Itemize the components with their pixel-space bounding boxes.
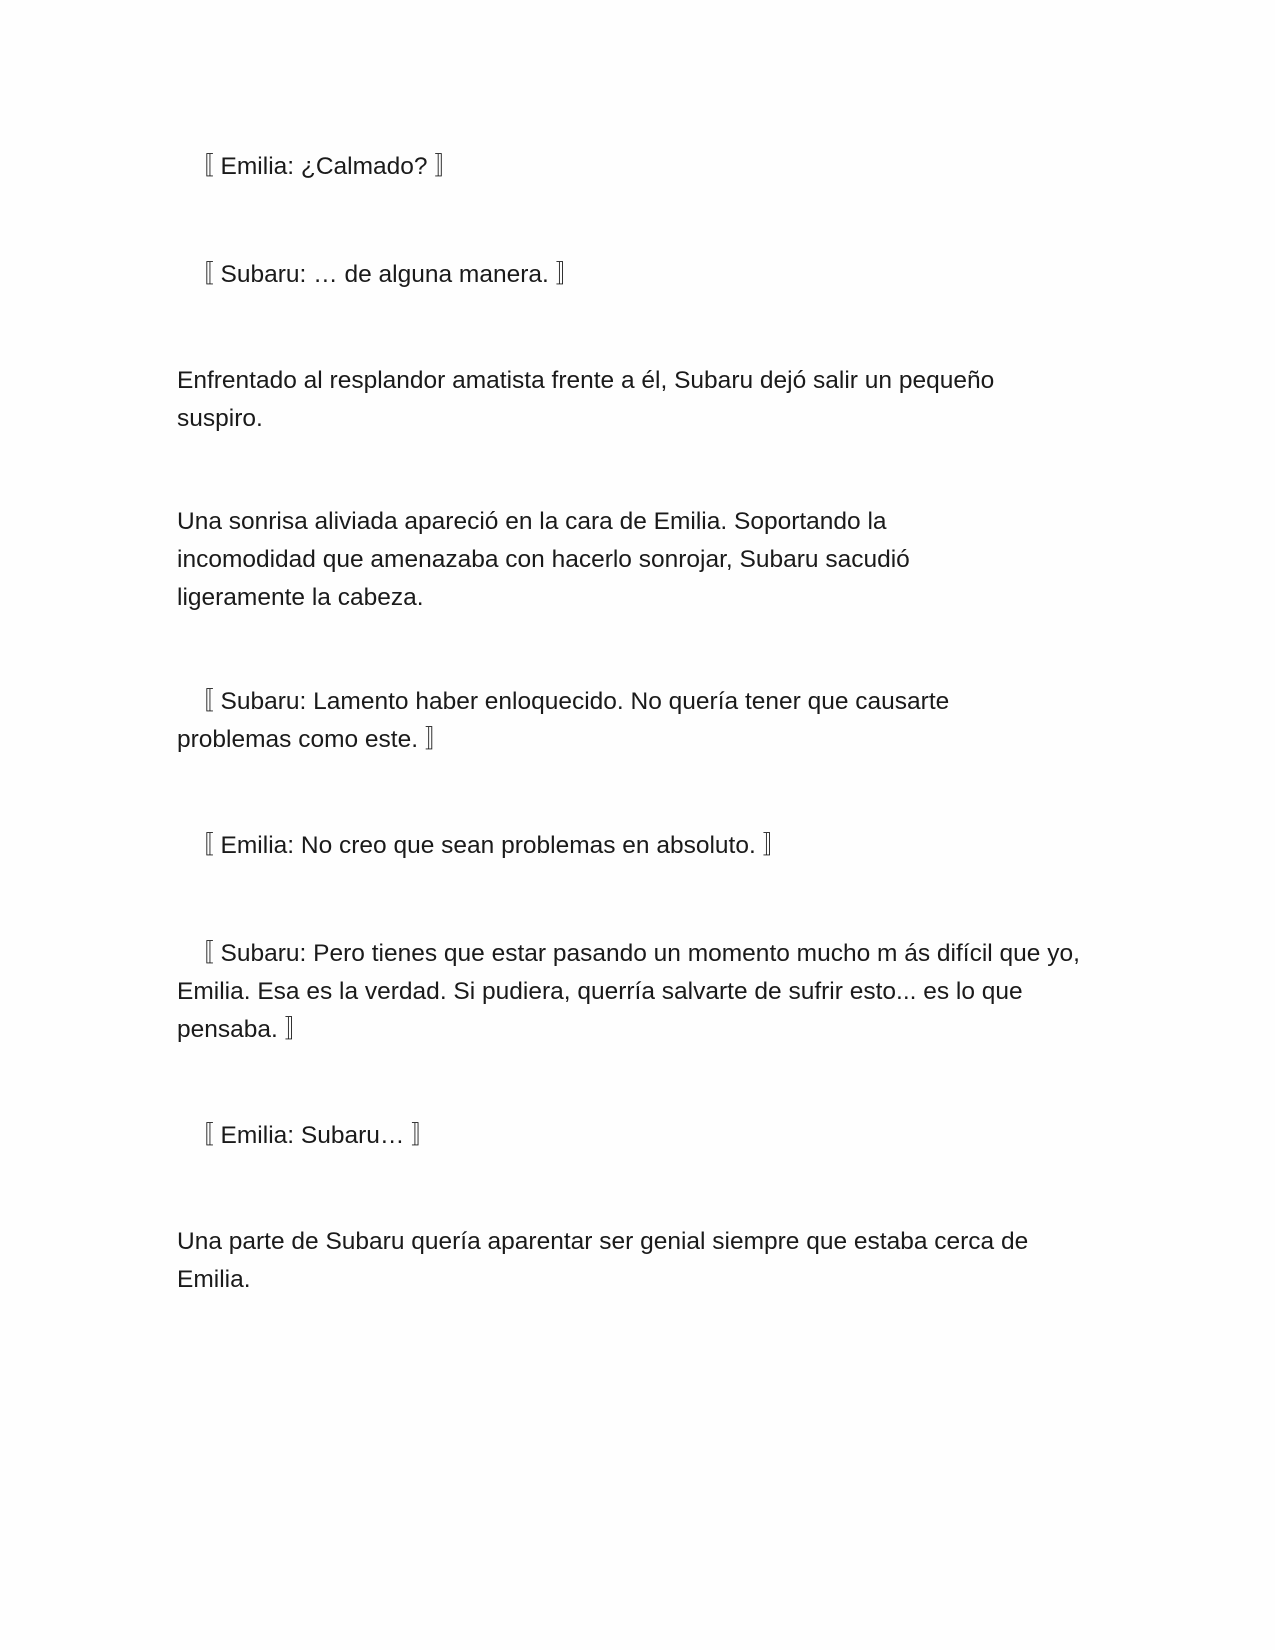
dialogue-line-emilia-subaru: 〚 Emilia: Subaru… 〛	[177, 1122, 436, 1149]
dialogue-line-emilia-calmado: 〚 Emilia: ¿Calmado? 〛	[177, 153, 459, 180]
dialogue-line-emilia-problemas: 〚 Emilia: No creo que sean problemas en absoluto. 〛	[177, 832, 788, 859]
narration-paragraph: Enfrentado al resplandor amatista frente a él, Subaru dejó salir un pequeño suspiro.	[177, 367, 995, 432]
dialogue-line-subaru-pero: 〚 Subaru: Pero tienes que estar pasando un momento mucho m ás difícil que yo, Emilia. Esa es la verdad. Si pudiera, querría salvarte de sufrir esto... es lo que pensaba. 〛	[177, 940, 1080, 1043]
dialogue-line-subaru-manera: 〚 Subaru: … de alguna manera. 〛	[177, 261, 581, 288]
narration-paragraph: Una sonrisa aliviada apareció en la cara de Emilia. Soportando la incomodidad que amenazaba con hacerlo sonrojar, Subaru sacudió ligeramente la cabeza.	[177, 508, 910, 611]
narration-paragraph: Una parte de Subaru quería aparentar ser genial siempre que estaba cerca de Emilia.	[177, 1228, 1029, 1293]
dialogue-line-subaru-lamento: 〚 Subaru: Lamento haber enloquecido. No quería tener que causarte problemas como este. 〛	[177, 688, 950, 753]
